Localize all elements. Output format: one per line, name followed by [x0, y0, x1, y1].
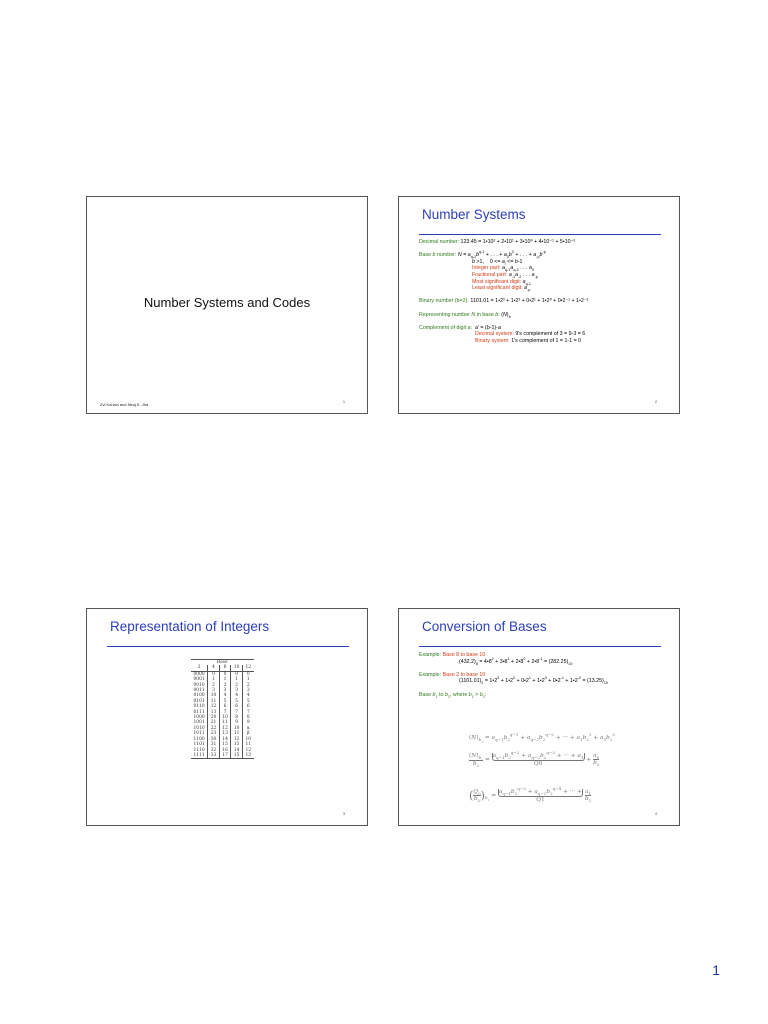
table-cell: 3	[231, 688, 243, 693]
table-cell: 30	[208, 737, 220, 742]
table-cell: 1000	[191, 715, 208, 720]
table-cell: 11	[219, 720, 231, 725]
table-cell: 6	[231, 704, 243, 709]
slide-2-title: Number Systems	[422, 207, 526, 222]
table-cell: 5	[246, 698, 250, 704]
table-cell: 0	[208, 671, 220, 677]
table-cell: 13	[208, 710, 220, 715]
table-cell: 11	[231, 731, 243, 736]
table-cell: 16	[219, 748, 231, 753]
table-cell: 2	[231, 683, 243, 688]
slide-1-number: 1	[343, 400, 345, 404]
table-cell: 7	[246, 709, 250, 715]
table-header-cell: 4	[208, 665, 220, 671]
slide-1-authors: Zvi Kohavi and Niraj K. Jha	[100, 402, 149, 407]
table-header-cell: 8	[219, 665, 231, 671]
table-cell: β	[246, 731, 250, 737]
table-cell: 1110	[191, 748, 208, 753]
example-1-heading	[419, 652, 671, 659]
table-cell: 1	[208, 677, 220, 682]
integer-label: Integer part:	[472, 265, 501, 272]
table-header-cell: 12	[245, 665, 252, 671]
table-cell: 13	[231, 742, 243, 747]
table-caption: Base	[191, 660, 254, 666]
example-2-expr: $(1101.01)_2$ = $1•2^3$ + $1•2^2$ + $0•2^1$ + $1•2^0$ + $0•2^{-1}$ + $1•2^{-2} = (13.25)_{10}$	[459, 676, 608, 686]
table-cell: 1	[231, 677, 243, 682]
table-cell: 3	[219, 688, 231, 693]
table-cell: 21	[208, 720, 220, 725]
table-cell: 14	[219, 737, 231, 742]
table-cell: 13	[219, 731, 231, 736]
slide-2-number: 2	[655, 400, 657, 404]
table-cell: 5	[231, 699, 243, 704]
decimal-system-line	[419, 331, 671, 338]
table-body	[191, 671, 254, 759]
table-cell: 1100	[191, 737, 208, 742]
base-line	[419, 252, 671, 259]
slide-2	[398, 196, 680, 414]
example-2-desc: Base 2 to base 10	[442, 671, 486, 678]
table-cell: 0	[231, 671, 243, 677]
slide-2-title-rule	[419, 234, 661, 235]
table-cell: 4	[231, 693, 243, 698]
table-cell: 1001	[191, 720, 208, 725]
binary-line	[419, 298, 671, 305]
table-cell: 31	[208, 742, 220, 747]
table-cell: 12	[208, 704, 220, 709]
lsd-line	[419, 285, 671, 292]
bin-system-label: Binary system:	[475, 337, 510, 344]
table-cell: 11	[208, 699, 220, 704]
table-cell: 10	[231, 726, 243, 731]
table-cell: 15	[231, 753, 243, 759]
table-header-cell: 2	[191, 665, 208, 671]
slide-3-title-rule	[107, 646, 349, 647]
table-cell: 0	[246, 671, 250, 677]
dec-system-expr: 9's complement of 3 = 9-3 = 6	[515, 331, 586, 338]
complement-label: Complement of digit a:	[419, 324, 473, 331]
table-cell: 0010	[191, 683, 208, 688]
slide-4-title: Conversion of Bases	[422, 619, 547, 634]
represent-label: Representing number N in base b:	[419, 311, 500, 318]
msd-line	[419, 279, 671, 286]
table-cell: 2	[219, 683, 231, 688]
slide-3-title: Representation of Integers	[110, 619, 270, 634]
table-cell: 10	[245, 736, 252, 742]
table-cell: 1011	[191, 731, 208, 736]
msd-expr: $a_{q-1}$	[522, 278, 531, 286]
table-header-cell: 10	[231, 665, 243, 671]
table-cell: 7	[231, 710, 243, 715]
table-cell: 12	[219, 726, 231, 731]
table-cell: 1111	[191, 753, 208, 759]
table-cell: 0	[219, 671, 231, 677]
base-expr: $N = a_{q-1}b^{q-1}$ + . . . + $a_0b^0$ + . . . + $a_{-p}b^{-p}$	[457, 250, 546, 260]
table-cell: 13	[245, 752, 252, 758]
table-cell: 3	[208, 688, 220, 693]
table-cell: 9	[231, 720, 243, 725]
table-cell: 0001	[191, 677, 208, 682]
equation-1: $(N)_{b_1} = a_{q-1}b_2^{q-1} + a_{q-2}b_2^{q-2}$ + ··· + $a_1b_2^1 + a_0b_2^0$	[469, 732, 615, 744]
table-cell: α	[246, 725, 250, 731]
lsd-label: Least significant digit:	[472, 285, 523, 292]
table-cell: 1	[246, 677, 250, 683]
integer-part-line	[419, 265, 671, 272]
q0-label: Q0	[533, 760, 543, 767]
complement-expr: a' = (b-1)-a	[474, 324, 501, 331]
table-cell: 5	[219, 699, 231, 704]
table-cell: 12	[245, 747, 252, 753]
q1-label: Q1	[536, 796, 545, 803]
table-cell: 0101	[191, 699, 208, 704]
table-cell: 6	[246, 704, 250, 710]
binary-expr: 1101.01 = 1•2³ + 1•2² + 0•2¹ + 1•2⁰ + 0•2⁻¹ + 1•2⁻²	[470, 298, 589, 305]
table-cell: 0000	[191, 671, 208, 677]
table-cell: 1101	[191, 742, 208, 747]
table-cell: 11	[245, 742, 252, 748]
equation-2: $\frac{(N)_{b_1}}{b_2}$ = $\frac{a_{q-1}b_2^{q-2} + a_{q-2}b_2^{q-3} + \cdot\cdot\cdot + a_1}{Q0}$ + $\frac{a_0}{b_2}$	[469, 749, 600, 769]
table-cell: 8	[231, 715, 243, 720]
table-cell: 32	[208, 748, 220, 753]
table-cell: 20	[208, 715, 220, 720]
fraction-label: Fractional part:	[472, 271, 508, 278]
table-cell: 2	[208, 683, 220, 688]
table-cell: 4	[246, 693, 250, 699]
lsd-expr: $a_{-p}$	[524, 285, 531, 293]
example-1-label: Example:	[419, 652, 442, 658]
table-cell: 0110	[191, 704, 208, 709]
msd-label: Most significant digit:	[472, 278, 522, 285]
bases-table	[191, 659, 254, 759]
table-cell: 0100	[191, 693, 208, 698]
table-cell: 1	[219, 677, 231, 682]
table-cell: 0011	[191, 688, 208, 693]
slide-1-title: Number Systems and Codes	[143, 295, 311, 310]
base-label: Base b number:	[419, 252, 457, 259]
decimal-line	[419, 239, 671, 246]
slide-4-body	[419, 652, 671, 698]
example-1-expr: $(432.2)_8$ = $4•8^2$ + $3•8^1$ + $2•8^0$ + $2•8^{-1} = (282.25)_{10}$	[459, 656, 573, 666]
slide-4	[398, 608, 680, 826]
slide-4-title-rule	[419, 646, 661, 647]
binary-system-line	[419, 338, 671, 345]
bin-system-expr: 1's complement of 1 = 1-1 = 0	[511, 337, 582, 344]
table-cell: 0111	[191, 710, 208, 715]
table-cell: 10	[208, 693, 220, 698]
table-cell: 23	[208, 731, 220, 736]
slide-2-body	[419, 239, 671, 345]
table-cell: 3	[246, 688, 250, 694]
table-cell: 4	[219, 693, 231, 698]
decimal-label: Decimal number:	[419, 239, 460, 245]
table-cell: 15	[219, 742, 231, 747]
represent-line	[419, 312, 671, 319]
decimal-expr: 123.45 = 1•10² + 2•10¹ + 3•10⁰ + 4•10⁻¹ + 5•10⁻²	[460, 239, 576, 245]
table-row	[191, 753, 254, 759]
table-cell: 7	[219, 710, 231, 715]
binary-label: Binary number (b=2):	[419, 298, 469, 305]
integer-expr: $a_{q-1}a_{q-2}$ . . . $a_0$	[502, 265, 534, 273]
table-cell: 1010	[191, 726, 208, 731]
example-1-desc: Base 8 to base 10	[442, 652, 486, 658]
base-condition: b >1, $0 <= a_i <= b-1$	[472, 258, 523, 266]
table-cell: 6	[219, 704, 231, 709]
table-cell: 9	[246, 720, 250, 726]
page-number: 1	[712, 962, 720, 978]
fractional-part-line	[419, 272, 671, 279]
table-cell: 2	[246, 682, 250, 688]
slide-1	[86, 196, 368, 414]
slide-4-number: 4	[655, 812, 657, 816]
fraction-expr: $a_{-1}a_{-2}$ . . . $a_{-p}$	[508, 271, 538, 280]
slide-3-number: 3	[343, 812, 345, 816]
table-cell: 12	[231, 737, 243, 742]
slide-3	[86, 608, 368, 826]
table-cell: 14	[231, 748, 243, 753]
represent-expr: $(N)_b$	[501, 311, 511, 319]
base-b1-b2-line: Base $b_1$ to $b_2$, where $b_1 > b_2$:	[419, 691, 487, 699]
table-cell: 10	[219, 715, 231, 720]
dec-system-label: Decimal system:	[475, 331, 514, 338]
table-cell: 22	[208, 726, 220, 731]
table-cell: 33	[208, 753, 220, 759]
table-cell: 17	[219, 753, 231, 759]
complement-line	[419, 325, 671, 332]
equation-3: ( $\frac{Q_0}{b_2}$ )$_{b_1}$ = $\frac{a_{q-1}b_2^{q-3} + a_{q-2}b_2^{q-4} + \cdot\cdot\cdot +}{Q1}$ $\frac{a_1}{b_2}$	[469, 785, 592, 804]
example-2-label: Example:	[419, 671, 442, 678]
table-cell: 8	[246, 715, 250, 721]
